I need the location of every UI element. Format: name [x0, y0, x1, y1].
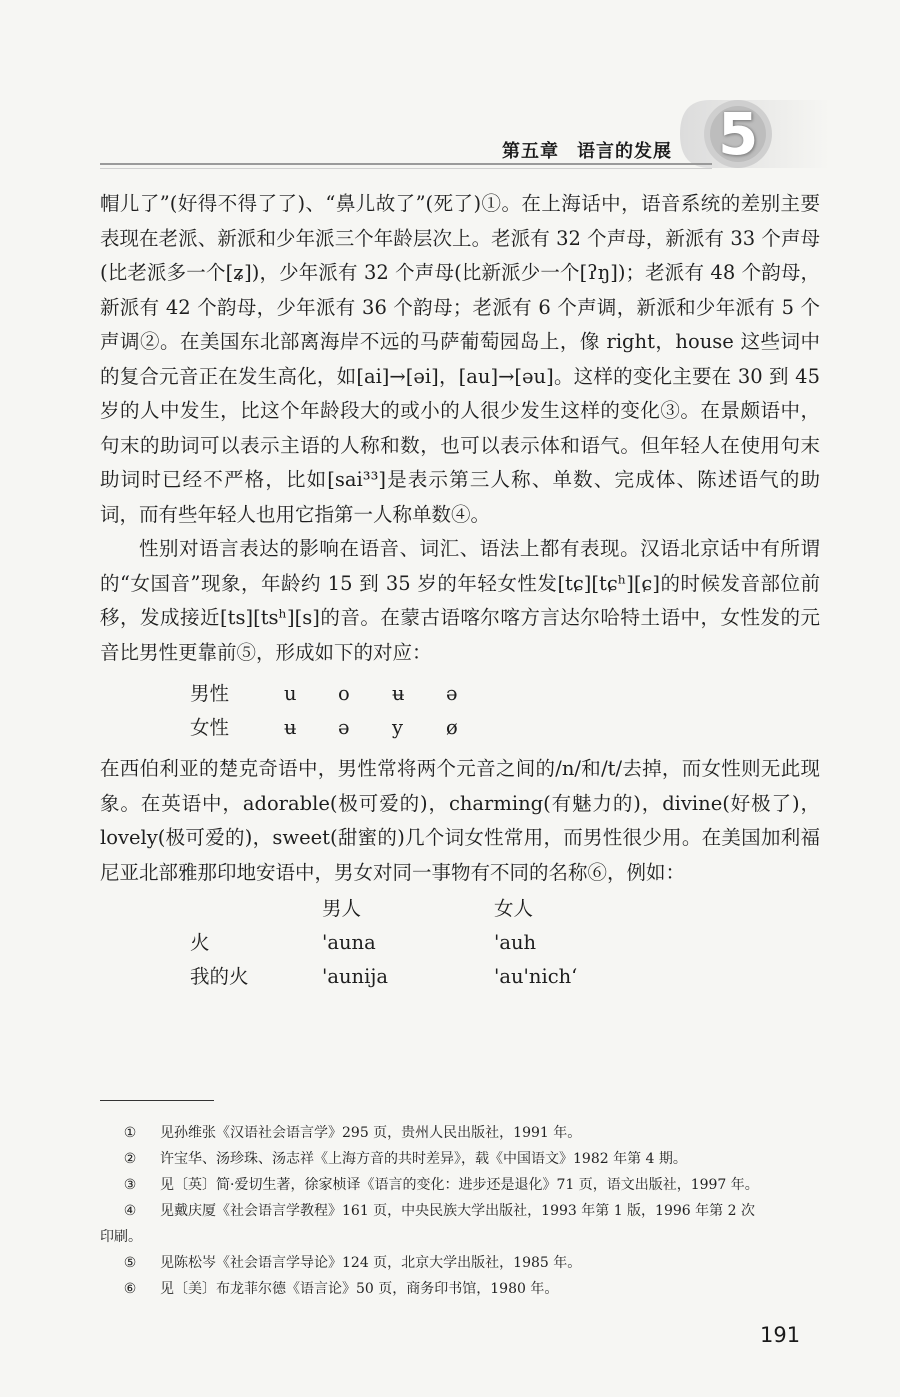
table-row	[190, 711, 820, 745]
chapter-number: 5	[718, 100, 759, 168]
running-header	[0, 0, 900, 180]
footnote-text: 见〔英〕简·爱切生著，徐家桢译《语言的变化：进步还是退化》71 页，语文出版社，1997 年。	[160, 1177, 759, 1193]
word-comparison-table	[190, 892, 820, 994]
vowel-cell: ə	[446, 682, 458, 705]
row-label: 女性	[190, 716, 230, 739]
vowel-cell: o	[338, 682, 350, 705]
header-rule	[100, 163, 712, 165]
vowel-cell: ʉ	[392, 682, 405, 705]
vowel-cell: ə	[338, 716, 350, 739]
footnote-divider	[100, 1100, 214, 1101]
word-cell: 'auna	[322, 931, 376, 954]
word-cell: 'aunija	[322, 965, 389, 988]
footnote-text: 见孙维张《汉语社会语言学》295 页，贵州人民出版社，1991 年。	[160, 1125, 582, 1141]
paragraph-3: 在西伯利亚的楚克奇语中，男性常将两个元音之间的/n/和/t/去掉，而女性则无此现象。在英语中，adorable(极可爱的)，charming(有魅力的)，divine(好极了)，lovely(极可爱的)，sweet(甜蜜的)几个词女性常用，而男性很少用。在美国加利福尼亚北部雅那印地安语中，男女对同一事物有不同的名称⑥，例如：	[100, 757, 820, 884]
footnote-mark: ③	[123, 1177, 137, 1193]
vowel-cell: ø	[446, 716, 458, 739]
word-cell: 我的火	[190, 965, 249, 988]
footnote	[100, 1198, 820, 1250]
vowel-correspondence-table	[190, 677, 820, 745]
table-row	[190, 677, 820, 711]
footnotes	[100, 1120, 820, 1302]
table-row	[190, 960, 820, 994]
footnote-mark: ①	[123, 1125, 137, 1141]
footnote	[100, 1250, 820, 1276]
paragraph-2: 性别对语言表达的影响在语音、词汇、语法上都有表现。汉语北京话中有所谓的“女国音”现象，年龄约 15 到 35 岁的年轻女性发[tɕ][tɕʰ][ɕ]的时候发音部位前移，发成接近[ts][tsʰ][s]的音。在蒙古语喀尔喀方言达尔哈特土语中，女性发的元音比男性更靠前⑤，形成如下的对应：	[100, 537, 820, 664]
footnote-text: 许宝华、汤珍珠、汤志祥《上海方音的共时差异》，载《中国语文》1982 年第 4 期。	[160, 1151, 687, 1167]
chapter-title	[502, 137, 672, 163]
footnote	[100, 1276, 820, 1302]
footnote-text: 见戴庆厦《社会语言学教程》161 页，中央民族大学出版社，1993 年第 1 版，1996 年第 2 次	[160, 1203, 755, 1219]
header-cell: 女人	[494, 897, 534, 920]
footnote-mark: ②	[123, 1151, 137, 1167]
vowel-cell: u	[284, 682, 297, 705]
table-header-row	[190, 892, 820, 926]
footnote	[100, 1172, 820, 1198]
footnote	[100, 1120, 820, 1146]
header-cell	[190, 892, 322, 926]
header-cell: 男人	[322, 897, 362, 920]
word-cell: 火	[190, 931, 210, 954]
footnote-text: 见陈松岑《社会语言学导论》124 页，北京大学出版社，1985 年。	[160, 1255, 582, 1271]
body-text	[100, 187, 820, 994]
footnote-mark: ④	[123, 1203, 137, 1219]
page-number: 191	[760, 1323, 801, 1347]
chapter-name: 语言的发展	[577, 141, 672, 162]
header-rule-thin	[100, 168, 712, 169]
footnote-text-continued: 印刷。	[100, 1229, 142, 1245]
paragraph-1: 帽儿了”(好得不得了了)、“鼻儿故了”(死了)①。在上海话中，语音系统的差别主要表现在老派、新派和少年派三个年龄层次上。老派有 32 个声母，新派有 33 个声母(比老派多一个[ʑ])，少年派有 32 个声母(比新派少一个[ʔŋ])；老派有 48 个韵母，新派有 42 个韵母，少年派有 36 个韵母；老派有 6 个声调，新派和少年派有 5 个声调②。在美国东北部离海岸不远的马萨葡萄园岛上，像 right，house 这些词中的复合元音正在发生高化，如[ai]→[əi]，[au]→[əu]。这样的变化主要在 30 到 45 岁的人中发生，比这个年龄段大的或小的人很少发生这样的变化③。在景颇语中，句末的助词可以表示主语的人称和数，也可以表示体和语气。但年轻人在使用句末助词时已经不严格，比如[sai³³]是表示第三人称、单数、完成体、陈述语气的助词，而有些年轻人也用它指第一人称单数④。	[100, 192, 820, 526]
footnote-mark: ⑥	[123, 1281, 137, 1297]
vowel-cell: ʉ	[284, 716, 297, 739]
row-label: 男性	[190, 682, 230, 705]
word-cell: 'auh	[494, 931, 537, 954]
footnote-mark: ⑤	[123, 1255, 137, 1271]
footnote	[100, 1146, 820, 1172]
chapter-label: 第五章	[502, 141, 559, 162]
vowel-cell: y	[392, 716, 404, 739]
footnote-text: 见〔美〕布龙菲尔德《语言论》50 页，商务印书馆，1980 年。	[160, 1281, 559, 1297]
word-cell: 'au'nichʻ	[494, 965, 578, 988]
table-row	[190, 926, 820, 960]
